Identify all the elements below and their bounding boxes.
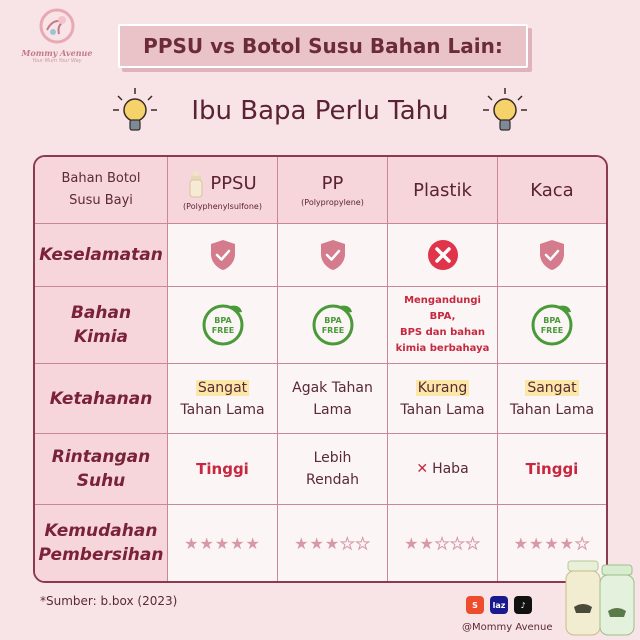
star-rating xyxy=(294,534,371,553)
star-filled-icon: ★ xyxy=(214,533,231,553)
chemicals-pp-cell xyxy=(278,287,388,364)
safety-plastik-cell xyxy=(388,224,498,287)
title-banner: PPSU vs Botol Susu Bahan Lain: xyxy=(118,24,528,68)
column-header-pp xyxy=(278,157,388,224)
star-filled-icon: ★ xyxy=(513,533,529,553)
row-header-safety xyxy=(35,224,168,287)
durability-text-line1: Sangat xyxy=(527,379,577,396)
row-label-line1: Bahan xyxy=(70,303,132,323)
heat-kaca-cell xyxy=(498,434,606,505)
badge-line1: BPA xyxy=(213,316,232,325)
social-handle: @Mommy Avenue xyxy=(462,622,553,633)
safety-kaca-cell xyxy=(498,224,606,287)
star-filled-icon: ★ xyxy=(245,533,261,553)
star-filled-icon: ★ xyxy=(294,533,310,553)
durability-plastik-cell xyxy=(388,364,498,434)
cleaning-plastik-cell xyxy=(388,505,498,581)
heat-pp-cell xyxy=(278,434,388,505)
heat-value: Tinggi xyxy=(525,460,579,478)
shopee-icon[interactable]: S xyxy=(466,596,484,614)
durability-text-line2: Tahan Lama xyxy=(180,401,265,418)
durability-text-line1: Agak Tahan xyxy=(292,379,373,396)
shield-check-icon xyxy=(537,238,567,272)
row-label-line2: Suhu xyxy=(76,471,126,491)
row-header-durability xyxy=(35,364,168,434)
column-title: PP xyxy=(321,173,344,194)
column-header-plastik xyxy=(388,157,498,224)
star-empty-icon: ★ xyxy=(355,533,371,553)
safety-ppsu-cell xyxy=(168,224,278,287)
warning-line1: Mengandungi BPA, xyxy=(404,295,481,322)
star-filled-icon: ★ xyxy=(559,533,576,553)
durability-text-line2: Lama xyxy=(313,401,352,418)
star-empty-icon: ★ xyxy=(340,533,356,553)
brand-tagline: Your Mum Your Way xyxy=(32,58,82,64)
star-filled-icon: ★ xyxy=(419,533,435,553)
row-label-line2: Kimia xyxy=(73,327,128,347)
corner-header xyxy=(35,157,168,224)
social-icons xyxy=(466,596,532,614)
shield-check-icon xyxy=(318,238,348,272)
badge-line1: BPA xyxy=(543,316,561,325)
star-empty-icon: ★ xyxy=(450,533,466,553)
star-filled-icon: ★ xyxy=(230,533,246,553)
x-mark-icon: ✕ xyxy=(416,461,429,477)
star-rating xyxy=(404,534,481,553)
column-title: Plastik xyxy=(413,179,472,201)
bpa-free-badge xyxy=(310,302,356,348)
baby-bottles-image xyxy=(564,555,636,639)
tiktok-icon[interactable]: ♪ xyxy=(514,596,532,614)
baby-bottle-icon xyxy=(188,170,204,198)
corner-label-line2: Susu Bayi xyxy=(69,193,133,208)
chemicals-ppsu-cell xyxy=(168,287,278,364)
chemicals-kaca-cell xyxy=(498,287,606,364)
mother-baby-icon xyxy=(35,6,79,46)
heat-value: Tinggi xyxy=(196,460,249,478)
row-header-heat xyxy=(35,434,168,505)
heat-value: Haba xyxy=(432,461,469,477)
column-header-ppsu xyxy=(168,157,278,224)
lightbulb-icon xyxy=(480,86,530,138)
page-heading: Ibu Bapa Perlu Tahu xyxy=(191,96,449,126)
shield-check-icon xyxy=(208,238,238,272)
durability-text-line2: Tahan Lama xyxy=(509,401,595,418)
column-subtitle: (Polyphenylsulfone) xyxy=(183,201,262,211)
column-title: PPSU xyxy=(210,173,257,194)
star-filled-icon: ★ xyxy=(309,533,325,553)
row-header-cleaning xyxy=(35,505,168,581)
warning-line3: kimia berbahaya xyxy=(395,343,490,354)
brand-name: Mommy Avenue xyxy=(21,48,93,58)
row-label-line1: Rintangan xyxy=(51,447,151,467)
star-filled-icon: ★ xyxy=(184,533,200,553)
chemicals-plastik-cell xyxy=(388,287,498,364)
row-label-line1: Kemudahan xyxy=(44,521,158,541)
row-label: Keselamatan xyxy=(39,245,163,265)
star-empty-icon: ★ xyxy=(465,533,481,553)
lazada-icon[interactable]: laz xyxy=(490,596,508,614)
badge-line2: FREE xyxy=(211,326,234,335)
star-filled-icon: ★ xyxy=(528,533,545,553)
cleaning-ppsu-cell xyxy=(168,505,278,581)
row-label: Ketahanan xyxy=(49,388,153,409)
column-title: Kaca xyxy=(530,179,574,201)
safety-pp-cell xyxy=(278,224,388,287)
brand-logo xyxy=(14,6,100,76)
comparison-table xyxy=(33,155,608,583)
durability-text-line2: Tahan Lama xyxy=(400,401,485,418)
heat-ppsu-cell xyxy=(168,434,278,505)
star-filled-icon: ★ xyxy=(324,533,341,553)
column-header-kaca xyxy=(498,157,606,224)
bpa-free-badge xyxy=(200,302,246,348)
star-empty-icon: ★ xyxy=(575,533,591,553)
durability-text-line1: Sangat xyxy=(197,379,248,396)
star-empty-icon: ★ xyxy=(434,533,451,553)
corner-label-line1: Bahan Botol xyxy=(61,171,141,186)
star-rating xyxy=(514,534,591,553)
column-subtitle: (Polypropylene) xyxy=(301,198,364,207)
durability-kaca-cell xyxy=(498,364,606,434)
star-filled-icon: ★ xyxy=(544,533,560,553)
heat-value-line2: Rendah xyxy=(306,472,359,488)
warning-line2: BPS dan bahan xyxy=(399,327,486,338)
row-header-chemicals xyxy=(35,287,168,364)
durability-ppsu-cell xyxy=(168,364,278,434)
badge-line2: FREE xyxy=(321,326,344,335)
source-footnote: *Sumber: b.box (2023) xyxy=(40,594,178,608)
x-circle-icon xyxy=(427,239,459,271)
heat-value-line1: Lebih xyxy=(313,450,352,466)
cleaning-pp-cell xyxy=(278,505,388,581)
star-filled-icon: ★ xyxy=(404,533,420,553)
durability-text-line1: Kurang xyxy=(417,379,468,396)
badge-line2: FREE xyxy=(540,326,564,335)
durability-pp-cell xyxy=(278,364,388,434)
heat-plastik-cell xyxy=(388,434,498,505)
star-rating xyxy=(184,534,261,553)
star-filled-icon: ★ xyxy=(199,533,215,553)
row-label-line2: Pembersihan xyxy=(38,545,164,565)
bpa-free-badge xyxy=(529,302,575,348)
badge-line1: BPA xyxy=(323,316,342,325)
